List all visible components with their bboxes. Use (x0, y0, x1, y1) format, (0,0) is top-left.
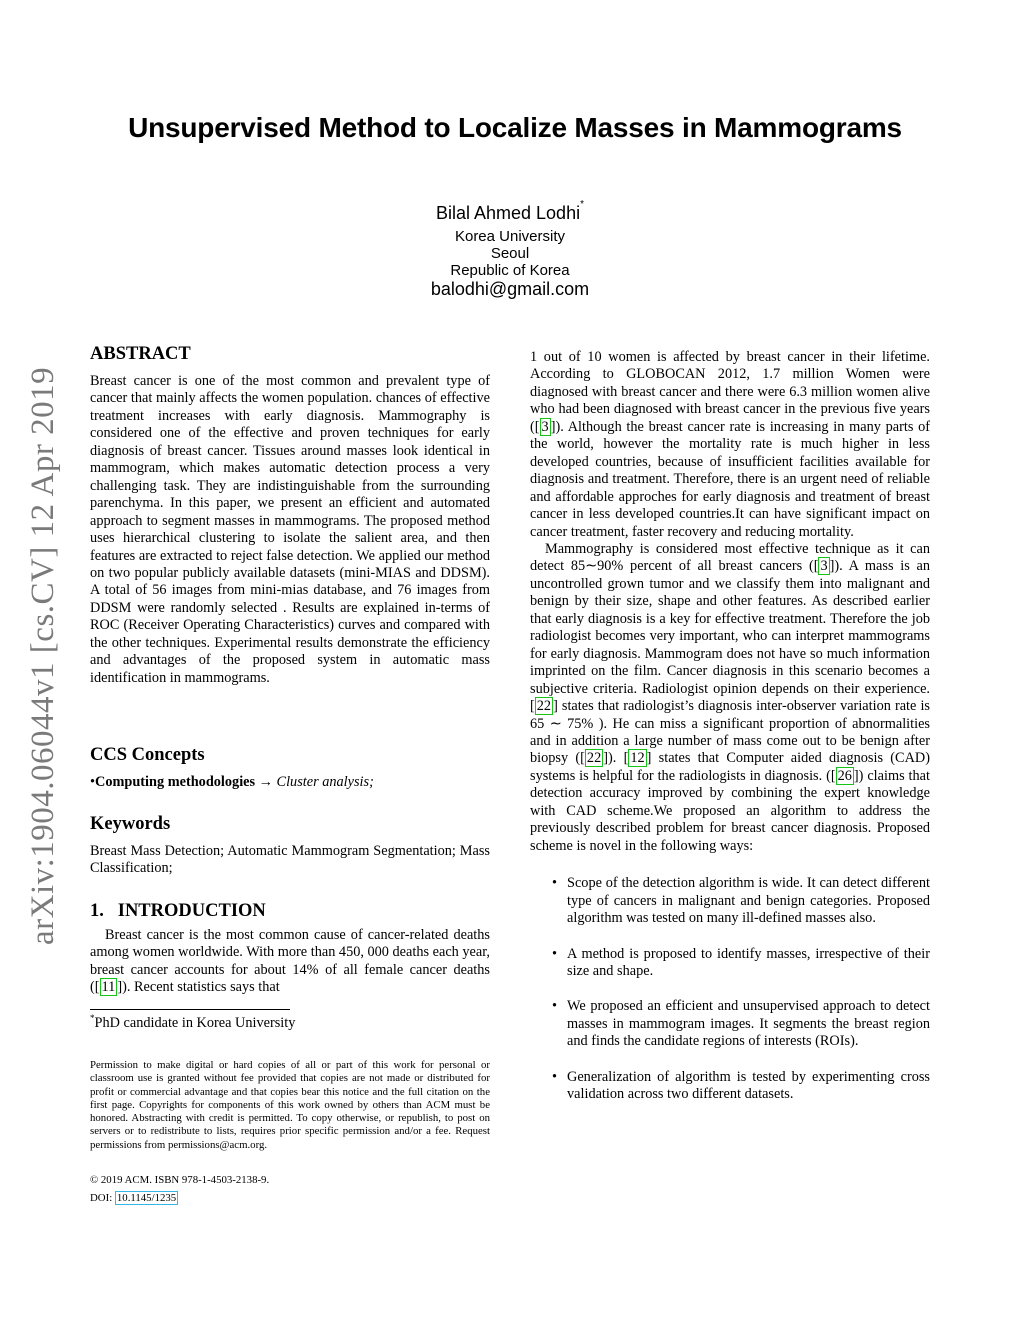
right-p1-text-b: ]). Although the breast cancer rate is increasing in many parts of the world, however the mortality rate is much higher in less developed countries, because of insufficient facilities available for diagnosis and treatment. Therefore, there is an urgent need of reliable and affordable approches for early diagnosis and treatment of breast cancer in less developed countries.It can have significant impact on cancer treatment, faster recovery and reducing mortality. (530, 418, 930, 540)
ccs-concepts (90, 774, 490, 791)
intro-heading: 1. INTRODUCTION (90, 901, 266, 921)
contribution-list (530, 875, 930, 1104)
citation-link[interactable]: 22 (586, 750, 602, 767)
right-p2-text-f: ]) claims that detection accuracy improved by combining the expert knowledge with CAD scheme.We proposed an algorithm to address the previously described problem for breast cancer diagnosis. Proposed scheme is novel in the following ways: (530, 767, 930, 854)
bullet-icon: • (552, 875, 558, 892)
right-column (530, 349, 930, 1122)
author-name-text: Bilal Ahmed Lodhi (435, 203, 581, 223)
list-item (530, 1069, 930, 1104)
affiliation-university: Korea University (454, 228, 566, 245)
ccs-concept-bold: Computing methodologies (95, 774, 256, 790)
right-p1-text-a: 1 out of 10 women is affected by breast cancer in their lifetime. According to GLOBOCAN 2012, 1.7 million Women were diagnosed with breast cancer and there were 6.3 million women alive who had been diagnosed with breast cancer in the previous five years ([ (530, 349, 930, 435)
bullet-icon: • (552, 1068, 558, 1085)
ccs-concept-italic: Cluster analysis; (276, 774, 374, 790)
doi-link[interactable]: 10.1145/1235 (116, 1192, 177, 1204)
author-email: balodhi@gmail.com (430, 279, 590, 299)
paper-title: Unsupervised Method to Localize Masses in Mammograms (128, 112, 902, 143)
citation-link[interactable]: 11 (101, 979, 116, 996)
intro-text-b: ]). Recent statistics says that (117, 979, 280, 996)
right-p2-text-a: Mammography is considered most effective technique as it can detect 85∼90% percent of all breast cancers ([ (530, 540, 930, 575)
list-item-text: Generalization of algorithm is tested by experimenting cross validation across two different datasets. (567, 1068, 930, 1103)
doi-line (90, 1192, 490, 1205)
right-p2-text-c: ] states that radiologist’s diagnosis inter-observer variation rate is 65 ∼ 75% ). He can miss a significant proportion of abnormalities and in addition a large number of mass come out to be benign after biopsy ([ (530, 698, 930, 767)
right-paragraph-2 (530, 541, 930, 855)
doi-label: DOI: (90, 1192, 115, 1204)
right-p2-text-d: ]). [ (603, 750, 629, 767)
citation-link[interactable]: 3 (820, 558, 828, 575)
abstract-heading: ABSTRACT (90, 344, 191, 364)
list-item-text: We proposed an efficient and unsupervised approach to detect masses in mammogram images. It segments the breast region and finds the candidate regions of interests (ROIs). (567, 998, 930, 1050)
bullet-icon: • (552, 998, 558, 1015)
list-item (530, 875, 930, 927)
author-footnote-mark: * (580, 199, 584, 210)
affiliation-city: Seoul (490, 245, 530, 262)
list-item-text: Scope of the detection algorithm is wide. It can detect different type of cancers in malignant and benign categories. Proposed algorithm was tested on many ill-defined masses also. (567, 875, 930, 927)
right-p2-text-b: ]). A mass is an uncontrolled grown tumor and we classify them into malignant and benign by their size, shape and other features. As described earlier that early diagnosis is a key for effective treatment. Therefore the job radiologist becomes very important, who can interpret mammograms for early diagnosis. Mammogram does not have so much information imprinted on the film. Cancer diagnosis in this scenario becomes a subjective criteria. Radiologist opinion depends on their experience. [ (530, 558, 930, 715)
bullet-icon: • (552, 945, 558, 962)
intro-text-a: Breast cancer is the most common cause of cancer-related deaths among women worldwide. With more than 450, 000 deaths each year, breast cancer accounts for about 14% of all female cancer deaths ([ (90, 927, 490, 996)
footnote-text: PhD candidate in Korea University (94, 1014, 296, 1031)
intro-paragraph (90, 927, 490, 997)
citation-link[interactable]: 22 (536, 698, 552, 715)
abstract-paragraph: Breast cancer is one of the most common and prevalent type of cancer that mainly affects the women population. chances of effective treatment increases with early diagnosis. Mammography is considered one of the effective and proven techniques for early diagnosis of breast cancer. Tissues around masses look identical in mammogram, which makes automatic detection process a very challenging task. They are indistinguishable from the surrounding parenchyma. In this paper, we present an efficient and automated approach to segment masses in mammograms. The proposed method uses hierarchical clustering to isolate the salient area, and then features are extracted to reject false detection. We applied our method on two popular publicly available datasets (mini-MIAS and DDSM). A total of 56 images from mini-mias database, and 76 images from DDSM were randomly selected . Results are explained in-terms of ROC (Receiver Operating Characteristics) curves and compared with the other techniques. Experimental results demonstrate the efficiency and advantages of the proposed system in automatic mass identification in mammograms. (90, 373, 490, 686)
intro-text (90, 927, 490, 997)
citation-link[interactable]: 3 (541, 418, 549, 435)
footnote-mark: * (90, 1013, 95, 1023)
keywords-text: Breast Mass Detection; Automatic Mammogram Segmentation; Mass Classification; (90, 843, 490, 877)
right-p2-text-e: ] states that Computer aided diagnosis (CAD) systems is helpful for the radiologists in diagnosis. ([ (530, 750, 930, 784)
copyright-line: © 2019 ACM. ISBN 978-1-4503-2138-9. (90, 1174, 270, 1186)
permission-notice: Permission to make digital or hard copies of all or part of this work for personal or classroom use is granted without fee provided that copies are not made or distributed for profit or commercial advantage and that copies bear this notice and the full citation on the first page. Copyrights for components of this work owned by others than ACM must be honored. Abstracting with credit is permitted. To copy otherwise, or republish, to post on servers or to redistribute to lists, requires prior specific permission and/or a fee. Request permissions from permissions@acm.org. (90, 1059, 490, 1151)
footnote-rule (90, 1009, 290, 1010)
list-item (530, 946, 930, 981)
arxiv-stamp: arXiv:1904.06044v1 [cs.CV] 12 Apr 2019 (25, 366, 61, 945)
list-item (530, 998, 930, 1050)
keywords-heading: Keywords (90, 814, 171, 834)
list-item-text: A method is proposed to identify masses, irrespective of their size and shape. (567, 945, 930, 979)
affiliation-country: Republic of Korea (450, 262, 570, 279)
right-paragraph-1 (530, 349, 930, 541)
abstract-text (90, 373, 490, 687)
footnote (90, 1013, 295, 1032)
citation-link[interactable]: 12 (630, 750, 645, 767)
ccs-heading: CCS Concepts (90, 745, 205, 765)
citation-link[interactable]: 26 (837, 767, 852, 784)
ccs-bullet: • (90, 774, 96, 790)
author-name (0, 199, 1020, 224)
ccs-arrow: → (258, 774, 273, 790)
